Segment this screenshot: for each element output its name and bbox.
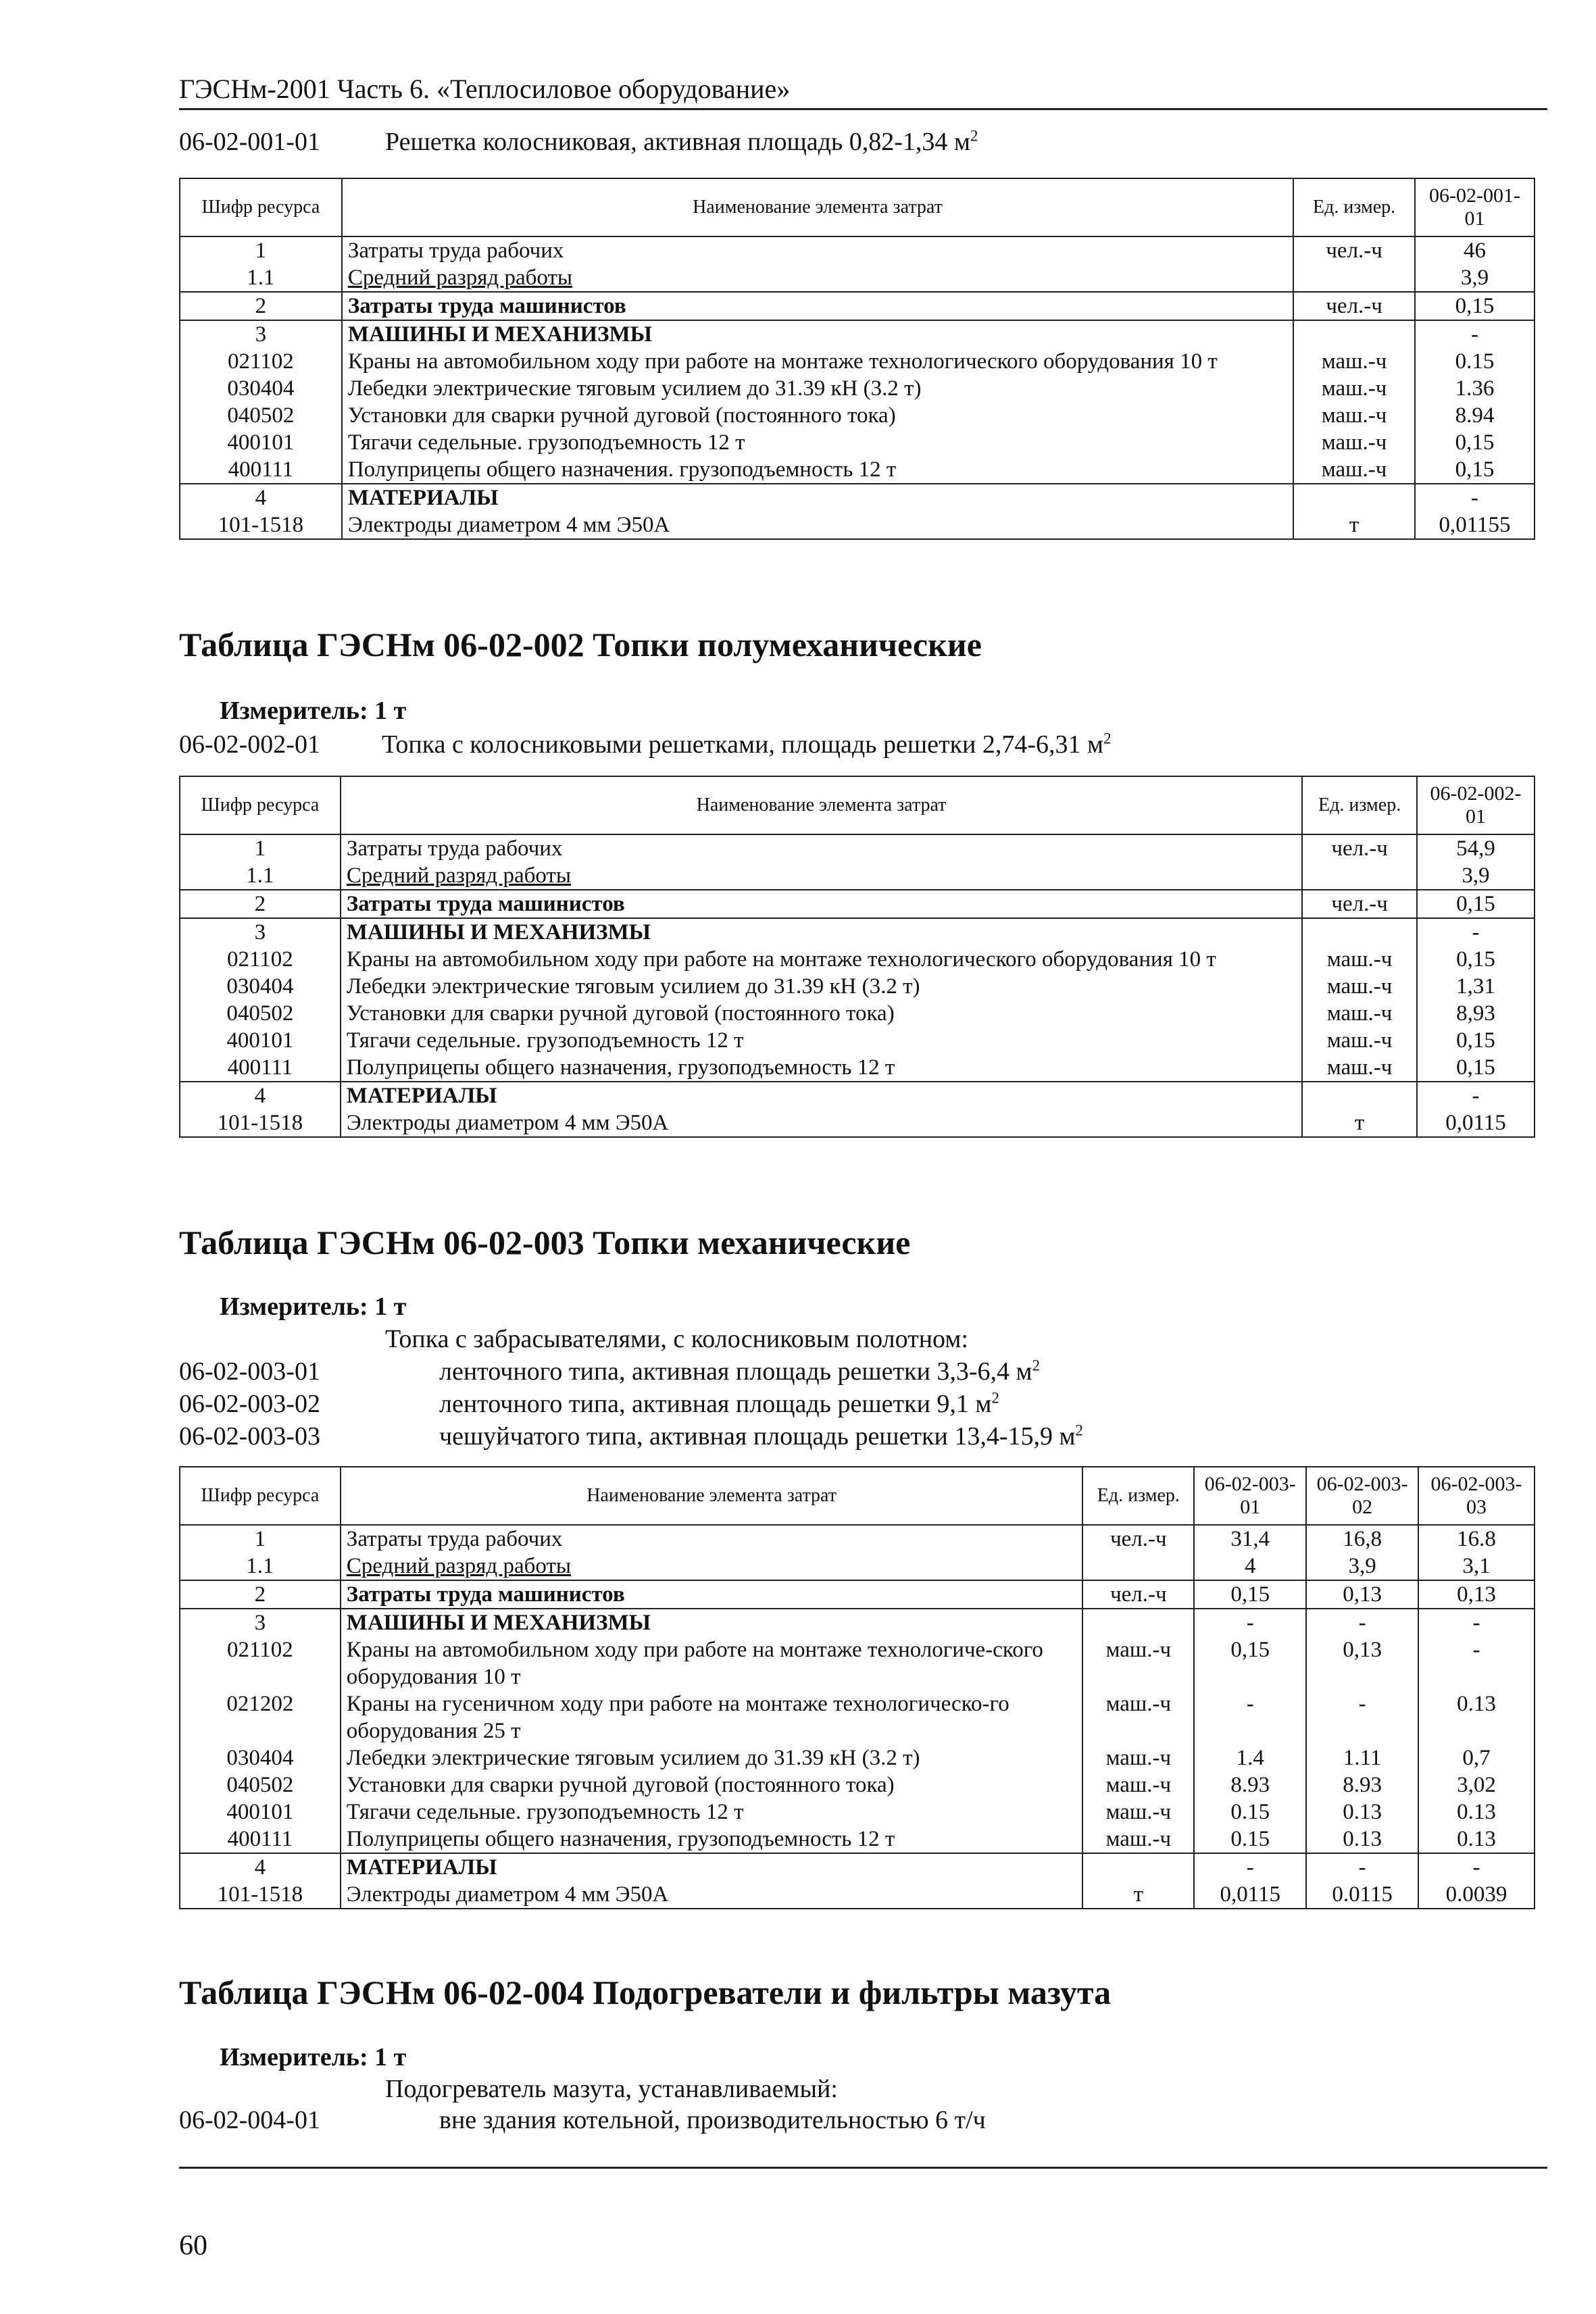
unit: чел.-ч xyxy=(1302,890,1417,918)
resource-table-06-02-002 xyxy=(179,776,1535,1138)
table-row xyxy=(180,375,1535,402)
norm-value-1: 46 xyxy=(1415,236,1535,264)
unit xyxy=(1302,918,1417,946)
header-unit: Ед. измер. xyxy=(1082,1467,1194,1525)
resource-code: 021102 xyxy=(180,1636,341,1690)
unit: чел.-ч xyxy=(1082,1580,1194,1609)
unit: маш.-ч xyxy=(1082,1744,1194,1771)
norm-value-1: - xyxy=(1415,484,1535,511)
norm-value-1: 0,15 xyxy=(1415,292,1535,320)
norm-value-1: 4 xyxy=(1194,1553,1306,1580)
resource-code: 101-1518 xyxy=(180,511,342,539)
norm-title: чешуйчатого типа, активная площадь решетки 13,4-15,9 $м^2$ xyxy=(439,1422,1083,1451)
header-norm-code: 06-02-002-01 xyxy=(1417,776,1535,834)
unit: маш.-ч xyxy=(1293,402,1415,429)
cost-item-name: Затраты труда рабочих xyxy=(341,834,1302,862)
norm-value-3: 0.13 xyxy=(1418,1826,1535,1853)
norm-value-1: - xyxy=(1194,1690,1306,1744)
cost-item-name: МАТЕРИАЛЫ xyxy=(341,1853,1083,1881)
cost-item-name: Краны на автомобильном ходу при работе на монтаже технологического оборудования 10 т xyxy=(342,348,1293,375)
superscript: 2 xyxy=(1075,1422,1083,1439)
norm-value-1: 8,93 xyxy=(1417,1000,1535,1027)
header-divider xyxy=(179,108,1547,110)
unit: маш.-ч xyxy=(1302,973,1417,1000)
resource-code: 4 xyxy=(180,1082,341,1109)
table-row xyxy=(180,1690,1535,1744)
unit: маш.-ч xyxy=(1293,348,1415,375)
cost-item-name: МАШИНЫ И МЕХАНИЗМЫ xyxy=(342,320,1293,348)
norm-value-1: 1,31 xyxy=(1417,973,1535,1000)
resource-code: 040502 xyxy=(180,1000,341,1027)
table-row xyxy=(180,890,1535,918)
measure-unit: Измеритель: 1 т xyxy=(220,697,407,725)
table-row xyxy=(180,1826,1535,1853)
table-row xyxy=(180,429,1535,456)
table-row xyxy=(180,1853,1535,1881)
cost-item-name: МАШИНЫ И МЕХАНИЗМЫ xyxy=(341,1609,1083,1636)
table-row xyxy=(180,1109,1535,1137)
cost-item-name: Затраты труда машинистов xyxy=(341,890,1302,918)
norm-value-3: 16.8 xyxy=(1418,1525,1535,1553)
cost-item-name: Электроды диаметром 4 мм Э50А xyxy=(342,511,1293,539)
unit xyxy=(1293,264,1415,292)
resource-code: 2 xyxy=(180,1580,341,1609)
norm-title: ленточного типа, активная площадь решетки 3,3-6,4 $м^2$ xyxy=(439,1357,1041,1386)
header-cost-item: Наименование элемента затрат xyxy=(342,178,1293,236)
table-row xyxy=(180,1027,1535,1054)
cost-item-name: Установки для сварки ручной дуговой (постоянного тока) xyxy=(342,402,1293,429)
norm-value-1: 0,15 xyxy=(1415,456,1535,484)
table-row xyxy=(180,1082,1535,1109)
norm-value-2: 8.93 xyxy=(1306,1771,1418,1799)
table-row xyxy=(180,918,1535,946)
unit: маш.-ч xyxy=(1302,946,1417,973)
resource-code: 101-1518 xyxy=(180,1881,341,1909)
cost-item-name: Средний разряд работы xyxy=(341,1553,1083,1580)
unit: маш.-ч xyxy=(1082,1799,1194,1826)
norm-value-2: - xyxy=(1306,1690,1418,1744)
group-intro: Топка с забрасывателями, с колосниковым полотном: xyxy=(385,1325,968,1353)
resource-code: 1 xyxy=(180,1525,341,1553)
cost-item-name: Затраты труда машинистов xyxy=(341,1580,1083,1609)
cost-item-name: Тягачи седельные. грузоподъемность 12 т xyxy=(341,1799,1083,1826)
norm-code: 06-02-003-03 xyxy=(179,1422,320,1451)
header-norm-code-2: 06-02-003-02 xyxy=(1306,1467,1418,1525)
norm-value-1: 0,0115 xyxy=(1417,1109,1535,1137)
resource-code: 4 xyxy=(180,1853,341,1881)
table-row xyxy=(180,484,1535,511)
resource-code: 030404 xyxy=(180,973,341,1000)
unit: чел.-ч xyxy=(1302,834,1417,862)
unit: маш.-ч xyxy=(1302,1000,1417,1027)
cost-item-name: Лебедки электрические тяговым усилием до 31.39 кН (3.2 т) xyxy=(341,1744,1083,1771)
table-row xyxy=(180,1799,1535,1826)
resource-code: 3 xyxy=(180,1609,341,1636)
norm-value-1: 0,15 xyxy=(1194,1636,1306,1690)
norm-value-1: 8.93 xyxy=(1194,1771,1306,1799)
header-norm-code: 06-02-001-01 xyxy=(1415,178,1535,236)
resource-code: 021102 xyxy=(180,348,342,375)
norm-value-3: 0,13 xyxy=(1418,1580,1535,1609)
table-row xyxy=(180,946,1535,973)
page-number: 60 xyxy=(179,2230,207,2261)
header-unit: Ед. измер. xyxy=(1302,776,1417,834)
cost-item-name: Электроды диаметром 4 мм Э50А xyxy=(341,1881,1083,1909)
section-title-06-02-004: Таблица ГЭСНм 06-02-004 Подогреватели и фильтры мазута xyxy=(179,1973,1112,2011)
cost-item-name: Полуприцепы общего назначения, грузоподъемность 12 т xyxy=(341,1826,1083,1853)
unit: т xyxy=(1302,1109,1417,1137)
table-row xyxy=(180,511,1535,539)
unit xyxy=(1293,320,1415,348)
norm-value-2: - xyxy=(1306,1609,1418,1636)
resource-code: 4 xyxy=(180,484,342,511)
norm-value-1: - xyxy=(1417,1082,1535,1109)
header-norm-code-1: 06-02-003-01 xyxy=(1194,1467,1306,1525)
norm-value-3: - xyxy=(1418,1853,1535,1881)
cost-item-name: Электроды диаметром 4 мм Э50А xyxy=(341,1109,1302,1137)
cost-item-name: Лебедки электрические тяговым усилием до 31.39 кН (3.2 т) xyxy=(341,973,1302,1000)
table-row xyxy=(180,456,1535,484)
unit: маш.-ч xyxy=(1302,1054,1417,1082)
resource-code: 101-1518 xyxy=(180,1109,341,1137)
norm-value-1: 0,15 xyxy=(1417,1054,1535,1082)
cost-item-name: Лебедки электрические тяговым усилием до 31.39 кН (3.2 т) xyxy=(342,375,1293,402)
table-row xyxy=(180,292,1535,320)
norm-value-3: 0.13 xyxy=(1418,1690,1535,1744)
resource-code: 1.1 xyxy=(180,1553,341,1580)
section-title-06-02-003: Таблица ГЭСНм 06-02-003 Топки механические xyxy=(179,1224,911,1261)
norm-value-3: 3,1 xyxy=(1418,1553,1535,1580)
resource-code: 021202 xyxy=(180,1690,341,1744)
unit xyxy=(1082,1609,1194,1636)
unit: т xyxy=(1082,1881,1194,1909)
page-header: ГЭСНм-2001 Часть 6. «Теплосиловое оборудование» xyxy=(179,74,791,104)
unit: маш.-ч xyxy=(1293,375,1415,402)
unit: маш.-ч xyxy=(1293,456,1415,484)
cost-item-name: Средний разряд работы xyxy=(341,862,1302,890)
resource-code: 1 xyxy=(180,834,341,862)
table-row xyxy=(180,236,1535,264)
unit: маш.-ч xyxy=(1293,429,1415,456)
table-row xyxy=(180,348,1535,375)
table-row xyxy=(180,1580,1535,1609)
cost-item-name: Краны на автомобильном ходу при работе на монтаже технологического оборудования 10 т xyxy=(341,946,1302,973)
norm-value-1: 0,0115 xyxy=(1194,1881,1306,1909)
measure-unit: Измеритель: 1 т xyxy=(220,2043,407,2071)
unit: маш.-ч xyxy=(1082,1826,1194,1853)
norm-title: вне здания котельной, производительностью 6 т/ч xyxy=(439,2106,986,2134)
resource-code: 2 xyxy=(180,890,341,918)
norm-value-1: 0,15 xyxy=(1415,429,1535,456)
header-norm-code-3: 06-02-003-03 xyxy=(1418,1467,1535,1525)
cost-item-name: МАШИНЫ И МЕХАНИЗМЫ xyxy=(341,918,1302,946)
measure-unit: Измеритель: 1 т xyxy=(220,1292,407,1321)
table-row xyxy=(180,973,1535,1000)
norm-code: 06-02-004-01 xyxy=(179,2106,320,2134)
norm-title: Топка с колосниковыми решетками, площадь решетки 2,74-6,31 $м^2$ xyxy=(382,730,1112,759)
norm-value-1: - xyxy=(1194,1609,1306,1636)
norm-value-1: 0.15 xyxy=(1194,1799,1306,1826)
table-row xyxy=(180,834,1535,862)
header-resource-code: Шифр ресурса xyxy=(180,776,341,834)
table-header-row xyxy=(180,1467,1535,1525)
norm-value-2: 3,9 xyxy=(1306,1553,1418,1580)
cost-item-name: Краны на автомобильном ходу при работе на монтаже технологиче-ского оборудования 10 т xyxy=(341,1636,1083,1690)
resource-code: 400101 xyxy=(180,1799,341,1826)
resource-code: 021102 xyxy=(180,946,341,973)
header-cost-item: Наименование элемента затрат xyxy=(341,776,1302,834)
resource-code: 400101 xyxy=(180,1027,341,1054)
header-cost-item: Наименование элемента затрат xyxy=(341,1467,1083,1525)
unit xyxy=(1302,862,1417,890)
cost-item-name: Затраты труда рабочих xyxy=(342,236,1293,264)
norm-value-3: 0.0039 xyxy=(1418,1881,1535,1909)
header-resource-code: Шифр ресурса xyxy=(180,178,342,236)
header-unit: Ед. измер. xyxy=(1293,178,1415,236)
superscript: 2 xyxy=(970,127,978,145)
resource-code: 400111 xyxy=(180,1054,341,1082)
cost-item-name: Полуприцепы общего назначения. грузоподъемность 12 т xyxy=(342,456,1293,484)
unit: маш.-ч xyxy=(1082,1636,1194,1690)
resource-code: 1.1 xyxy=(180,862,341,890)
cost-item-name: Полуприцепы общего назначения, грузоподъемность 12 т xyxy=(341,1054,1302,1082)
norm-value-3: - xyxy=(1418,1636,1535,1690)
table-row xyxy=(180,402,1535,429)
table-header-row xyxy=(180,776,1535,834)
norm-value-3: 0.13 xyxy=(1418,1799,1535,1826)
cost-item-name: Средний разряд работы xyxy=(342,264,1293,292)
norm-value-3: - xyxy=(1418,1609,1535,1636)
header-resource-code: Шифр ресурса xyxy=(180,1467,341,1525)
norm-value-1: 8.94 xyxy=(1415,402,1535,429)
table-row xyxy=(180,1525,1535,1553)
cost-item-name: МАТЕРИАЛЫ xyxy=(342,484,1293,511)
norm-code: 06-02-003-01 xyxy=(179,1357,320,1386)
unit: чел.-ч xyxy=(1082,1525,1194,1553)
norm-value-1: 0,15 xyxy=(1417,1027,1535,1054)
resource-code: 3 xyxy=(180,918,341,946)
norm-value-1: - xyxy=(1415,320,1535,348)
resource-code: 400101 xyxy=(180,429,342,456)
footer-divider xyxy=(179,2167,1547,2169)
unit: чел.-ч xyxy=(1293,292,1415,320)
norm-value-2: 1.11 xyxy=(1306,1744,1418,1771)
norm-value-1: 1.4 xyxy=(1194,1744,1306,1771)
table-row xyxy=(180,320,1535,348)
resource-code: 400111 xyxy=(180,456,342,484)
norm-value-2: 0.13 xyxy=(1306,1799,1418,1826)
cost-item-name: Затраты труда машинистов xyxy=(342,292,1293,320)
norm-value-1: 3,9 xyxy=(1415,264,1535,292)
resource-code: 1 xyxy=(180,236,342,264)
norm-code: 06-02-003-02 xyxy=(179,1390,320,1418)
unit xyxy=(1302,1082,1417,1109)
resource-table-06-02-003 xyxy=(179,1466,1535,1909)
norm-value-1: 54,9 xyxy=(1417,834,1535,862)
superscript: 2 xyxy=(1032,1357,1041,1374)
norm-value-1: 0,01155 xyxy=(1415,511,1535,539)
resource-table-06-02-001 xyxy=(179,178,1535,540)
superscript: 2 xyxy=(1103,730,1112,747)
cost-item-name: Установки для сварки ручной дуговой (постоянного тока) xyxy=(341,1000,1302,1027)
norm-value-2: 0.13 xyxy=(1306,1826,1418,1853)
unit: маш.-ч xyxy=(1082,1690,1194,1744)
resource-code: 1.1 xyxy=(180,264,342,292)
resource-code: 040502 xyxy=(180,1771,341,1799)
unit: маш.-ч xyxy=(1082,1771,1194,1799)
unit xyxy=(1082,1853,1194,1881)
table-row xyxy=(180,1744,1535,1771)
norm-value-1: - xyxy=(1194,1853,1306,1881)
norm-title: ленточного типа, активная площадь решетки 9,1 $м^2$ xyxy=(439,1389,999,1418)
norm-value-1: - xyxy=(1417,918,1535,946)
norm-value-2: 16,8 xyxy=(1306,1525,1418,1553)
norm-value-2: 0,13 xyxy=(1306,1580,1418,1609)
norm-value-1: 0,15 xyxy=(1417,946,1535,973)
resource-code: 400111 xyxy=(180,1826,341,1853)
unit: чел.-ч xyxy=(1293,236,1415,264)
table-row xyxy=(180,264,1535,292)
norm-value-1: 0,15 xyxy=(1194,1580,1306,1609)
unit xyxy=(1082,1553,1194,1580)
group-intro: Подогреватель мазута, устанавливаемый: xyxy=(385,2075,838,2103)
resource-code: 030404 xyxy=(180,1744,341,1771)
resource-code: 2 xyxy=(180,292,342,320)
table-row xyxy=(180,1609,1535,1636)
unit: т xyxy=(1293,511,1415,539)
norm-value-3: 3,02 xyxy=(1418,1771,1535,1799)
cost-item-name: Краны на гусеничном ходу при работе на монтаже технологическо-го оборудования 25 т xyxy=(341,1690,1083,1744)
norm-value-2: 0,13 xyxy=(1306,1636,1418,1690)
cost-item-name: Установки для сварки ручной дуговой (постоянного тока) xyxy=(341,1771,1083,1799)
norm-value-1: 0.15 xyxy=(1415,348,1535,375)
norm-code: 06-02-001-01 xyxy=(179,128,320,156)
table-row xyxy=(180,1000,1535,1027)
section-title-06-02-002: Таблица ГЭСНм 06-02-002 Топки полумеханические xyxy=(179,626,982,663)
table-row xyxy=(180,1636,1535,1690)
cost-item-name: Тягачи седельные. грузоподъемность 12 т xyxy=(341,1027,1302,1054)
norm-value-1: 1.36 xyxy=(1415,375,1535,402)
cost-item-name: Тягачи седельные. грузоподъемность 12 т xyxy=(342,429,1293,456)
resource-code: 040502 xyxy=(180,402,342,429)
cost-item-name: Затраты труда рабочих xyxy=(341,1525,1083,1553)
table-row xyxy=(180,862,1535,890)
table-row xyxy=(180,1771,1535,1799)
superscript: 2 xyxy=(991,1389,999,1407)
norm-value-2: - xyxy=(1306,1853,1418,1881)
resource-code: 030404 xyxy=(180,375,342,402)
norm-value-1: 0,15 xyxy=(1417,890,1535,918)
norm-value-1: 3,9 xyxy=(1417,862,1535,890)
cost-item-name: МАТЕРИАЛЫ xyxy=(341,1082,1302,1109)
norm-title: Решетка колосниковая, активная площадь 0,82-1,34 $м^2$ xyxy=(385,127,978,156)
unit xyxy=(1293,484,1415,511)
norm-code: 06-02-002-01 xyxy=(179,730,320,759)
resource-code: 3 xyxy=(180,320,342,348)
norm-value-3: 0,7 xyxy=(1418,1744,1535,1771)
table-row xyxy=(180,1881,1535,1909)
norm-value-2: 0.0115 xyxy=(1306,1881,1418,1909)
table-header-row xyxy=(180,178,1535,236)
table-row xyxy=(180,1553,1535,1580)
table-row xyxy=(180,1054,1535,1082)
norm-value-1: 0.15 xyxy=(1194,1826,1306,1853)
norm-value-1: 31,4 xyxy=(1194,1525,1306,1553)
unit: маш.-ч xyxy=(1302,1027,1417,1054)
